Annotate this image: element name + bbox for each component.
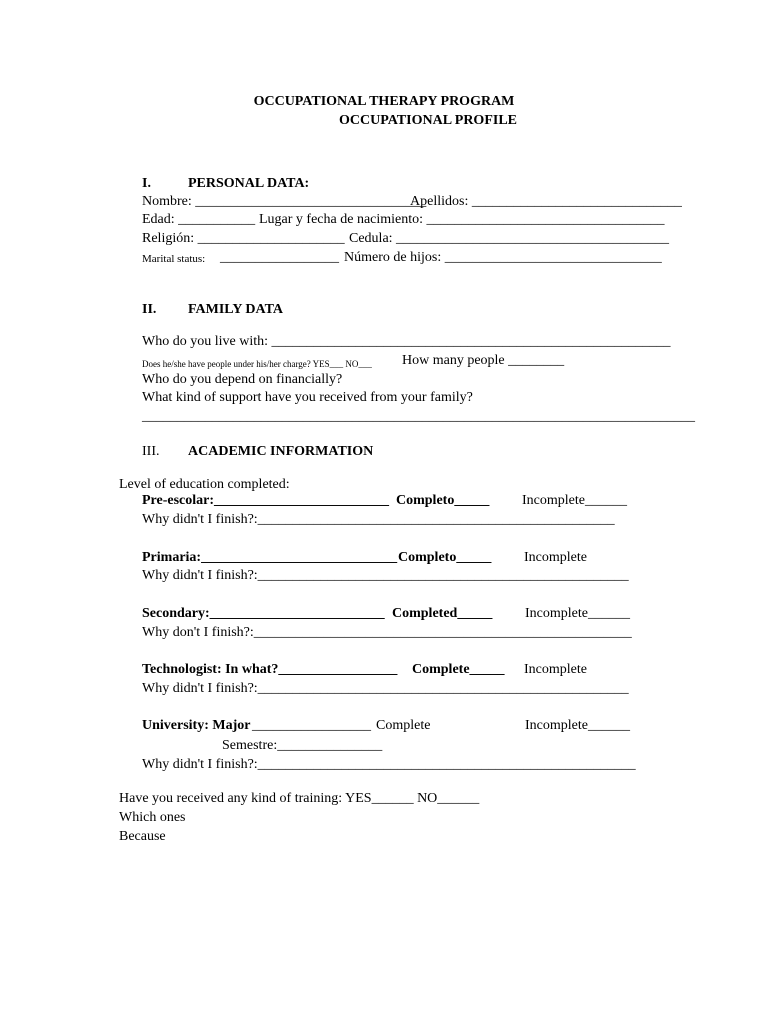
family-support-question: What kind of support have you received from your family? bbox=[142, 390, 473, 405]
technologist-why-field[interactable]: Why didn't I finish?:_____________________________________________________ bbox=[142, 681, 629, 696]
nombre-field[interactable]: Nombre: _________________________________ bbox=[142, 194, 427, 209]
marital-status-field[interactable]: _________________ bbox=[220, 250, 339, 265]
section-3-number: III. bbox=[142, 444, 160, 459]
religion-field[interactable]: Religión: _____________________ bbox=[142, 231, 345, 246]
preescolar-field[interactable]: Pre-escolar:_________________________ bbox=[142, 493, 390, 508]
university-major-label: University: Major bbox=[142, 718, 251, 733]
training-which-ones[interactable]: Which ones bbox=[119, 810, 186, 825]
primaria-complete-field[interactable]: Completo_____ bbox=[398, 550, 492, 565]
technologist-field[interactable]: Technologist: In what?_________________ bbox=[142, 662, 398, 677]
technologist-complete-field[interactable]: Complete_____ bbox=[412, 662, 505, 677]
training-because[interactable]: Because bbox=[119, 829, 166, 844]
university-why-field[interactable]: Why didn't I finish?:______________________________________________________ bbox=[142, 757, 636, 772]
cedula-field[interactable]: Cedula: _______________________________________ bbox=[349, 231, 670, 246]
lugar-fecha-field[interactable]: Lugar y fecha de nacimiento: __________________________________ bbox=[259, 212, 665, 227]
primaria-field[interactable]: Primaria:____________________________ bbox=[142, 550, 398, 565]
section-2-heading: FAMILY DATA bbox=[188, 302, 284, 317]
financial-dependence-question: Who do you depend on financially? bbox=[142, 372, 343, 387]
section-1-heading: PERSONAL DATA: bbox=[188, 176, 310, 191]
secondary-why-field[interactable]: Why don't I finish?:______________________________________________________ bbox=[142, 625, 632, 640]
primaria-why-field[interactable]: Why didn't I finish?:_____________________________________________________ bbox=[142, 568, 629, 583]
how-many-people-field[interactable]: How many people ________ bbox=[402, 353, 565, 368]
section-2-number: II. bbox=[142, 302, 157, 317]
title-line-2: OCCUPATIONAL PROFILE bbox=[339, 113, 517, 128]
secondary-incomplete-field[interactable]: Incomplete______ bbox=[525, 606, 630, 621]
university-semester-field[interactable]: Semestre:_______________ bbox=[222, 738, 383, 753]
preescolar-why-field[interactable]: Why didn't I finish?:___________________________________________________ bbox=[142, 512, 615, 527]
preescolar-complete-field[interactable]: Completo_____ bbox=[396, 493, 490, 508]
numero-hijos-field[interactable]: Número de hijos: _______________________________ bbox=[344, 250, 662, 265]
secondary-completed-field[interactable]: Completed_____ bbox=[392, 606, 493, 621]
family-support-answer-line[interactable]: _______________________________________________________________________________ bbox=[142, 409, 695, 424]
edad-field[interactable]: Edad: ___________ bbox=[142, 212, 256, 227]
section-3-heading: ACADEMIC INFORMATION bbox=[188, 444, 374, 459]
technologist-incomplete-label[interactable]: Incomplete bbox=[524, 662, 587, 677]
dependents-question[interactable]: Does he/she have people under his/her charge? YES___ NO___ bbox=[142, 359, 372, 369]
apellidos-field[interactable]: Apellidos: ______________________________ bbox=[410, 194, 682, 209]
section-1-number: I. bbox=[142, 176, 151, 191]
secondary-field[interactable]: Secondary:_________________________ bbox=[142, 606, 385, 621]
preescolar-incomplete-field[interactable]: Incomplete______ bbox=[522, 493, 627, 508]
university-major-field[interactable]: _________________ bbox=[252, 718, 371, 733]
marital-status-label: Marital status: bbox=[142, 253, 206, 265]
university-incomplete-field[interactable]: Incomplete______ bbox=[525, 718, 630, 733]
university-complete-label[interactable]: Complete bbox=[376, 718, 431, 733]
training-question[interactable]: Have you received any kind of training: YES______ NO______ bbox=[119, 791, 480, 806]
live-with-field[interactable]: Who do you live with: _________________________________________________________ bbox=[142, 334, 671, 349]
title-line-1: OCCUPATIONAL THERAPY PROGRAM bbox=[253, 94, 515, 109]
education-level-intro: Level of education completed: bbox=[119, 477, 290, 492]
primaria-incomplete-label[interactable]: Incomplete bbox=[524, 550, 587, 565]
